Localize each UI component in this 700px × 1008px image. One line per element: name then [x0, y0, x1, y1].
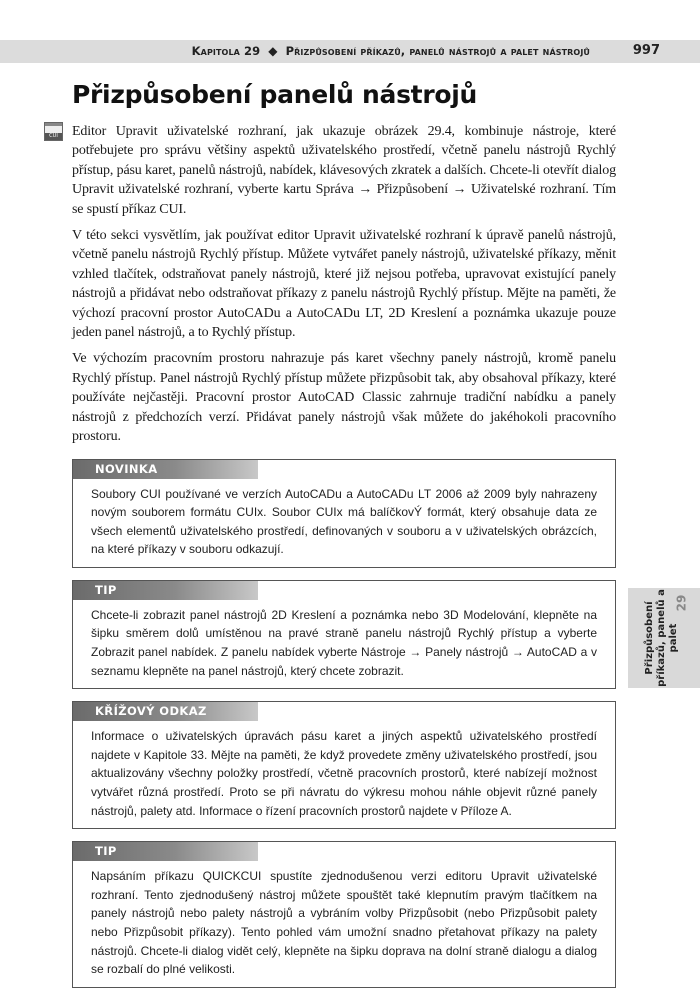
paragraph: Ve výchozím pracovním prostoru nahrazuje pás karet všechny panely nástrojů, kromě panelu Rychlý přístup. Panel nástrojů Rychlý přístup můžete přizpůsobit tak, aby obsahoval příkazy, které používáte nejčastěji. Pracovní prostor AutoCAD Classic zahrnuje tradiční nabídku a panely nástrojů z předchozích verzí. Přidávat panely nástrojů však můžete do jakéhokoli pracovního prostoru.	[72, 351, 616, 445]
running-head	[0, 40, 700, 63]
box-label: TIP	[73, 581, 258, 600]
main-column	[72, 122, 616, 1008]
paragraph: V této sekci vysvětlím, jak používat editor Upravit uživatelské rozhraní k úpravě panelů nástrojů, včetně panelu nástrojů Rychlý přístup. Můžete vytvářet panely nástrojů, uživatelské příkazy, měnit vzhled tlačítek, odstraňovat panely nástrojů, které již nejsou potřeba, upravovat existující panely nástrojů a přidávat nebo odstraňovat příkazy z panelu nástrojů Rychlý přístup. Mějte na paměti, že výchozí pracovní prostor AutoCADu a AutoCADu LT, 2D Kreslení a poznámka ukazuje pouze jeden panel nástrojů, a to Rychlý přístup.	[72, 228, 616, 341]
side-tab-label: Přizpůsobení příkazů, panelů a palet	[644, 589, 679, 687]
cui-icon	[44, 122, 63, 141]
box-label: NOVINKA	[73, 460, 258, 479]
box-label: KŘÍŽOVÝ ODKAZ	[73, 702, 258, 721]
chapter-title: Přizpůsobení příkazů, panelů nástrojů a palet nástrojů	[285, 44, 590, 58]
note-box-cross-reference	[72, 701, 616, 829]
section-title: Přizpůsobení panelů nástrojů	[72, 80, 478, 109]
note-box-tip	[72, 580, 616, 689]
cui-icon-titlebar	[45, 123, 62, 126]
box-label: TIP	[73, 842, 258, 861]
paragraph: Editor Upravit uživatelské rozhraní, jak ukazuje obrázek 29.4, kombinuje nástroje, které potřebujete pro správu většiny aspektů uživatelského prostředí, včetně panelu nástrojů Rychlý přístup, pásu karet, panelů nástrojů, nabídek, klávesových zkratek a dalších. Chcete-li otevřít dialog Upravit uživatelské rozhraní, vyberte kartu Správa → Přizpůsobení → Uživatelské rozhraní. Tím se spustí příkaz CUI.	[72, 124, 616, 217]
note-box-tip	[72, 841, 616, 988]
chapter-label: Kapitola 29	[191, 44, 261, 58]
side-tab-number: 29	[674, 594, 689, 612]
page-number: 997	[632, 43, 660, 58]
body-text	[72, 122, 616, 447]
running-head-title	[192, 44, 590, 58]
note-box-novinka	[72, 459, 616, 568]
box-text: Napsáním příkazu QUICKCUI spustíte zjednodušenou verzi editoru Upravit uživatelské rozhraní. Tento zjednodušený nástroj můžete spouštět také klepnutím pravým tlačítkem na panely nástrojů nebo palety nástrojů a vybráním volby Přizpůsobit (nebo Přizpůsobit palety nebo Přizpůsobit příkazy). Tento pohled vám umožní snadno přetahovat příkazy na palety nástrojů. Chcete-li dialog vidět celý, klepněte na šipku doprava na dolní straně dialogu a dialog se rozbalí do plné velikosti.	[91, 869, 597, 977]
box-text: Soubory CUI používané ve verzích AutoCADu a AutoCADu LT 2006 až 2009 byly nahrazeny novým souborem formátu CUIx. Soubor CUIx má balíčkovÝ formát, který obsahuje data ze všech elementů uživatelského prostředí, definovaných v souboru a v uživatelských obrázcích, na které příkazy v souboru odkazují.	[91, 486, 597, 557]
chapter-side-tab	[628, 588, 700, 688]
box-text: Chcete-li zobrazit panel nástrojů 2D Kreslení a poznámka nebo 3D Modelování, klepněte na šipku směrem dolů umístěnou na pravé straně panelu nástrojů Rychlý přístup a vyberte Zobrazit panel nabídek. Z panelu nabídek vyberte Nástroje → Panely nástrojů → AutoCAD a v seznamu klepněte na panel nástrojů, který chcete zobrazit.	[91, 607, 597, 678]
box-text: Informace o uživatelských úpravách pásu karet a jiných aspektů uživatelského prostředí najdete v Kapitole 33. Mějte na paměti, že když provedete změny uživatelského prostředí, jsou aktualizovány všechny položky prostředí, včetně pracovních prostorů, které nabízejí možnost vytvářet různá prostředí. Proto se při návratu do výkresu mohou náhle objevit různé panely nástrojů, palety atd. Informace o řízení pracovních prostorů najdete v Příloze A.	[91, 729, 597, 818]
cui-icon-label: CUI	[45, 133, 62, 140]
diamond-icon: ◆	[268, 44, 278, 58]
